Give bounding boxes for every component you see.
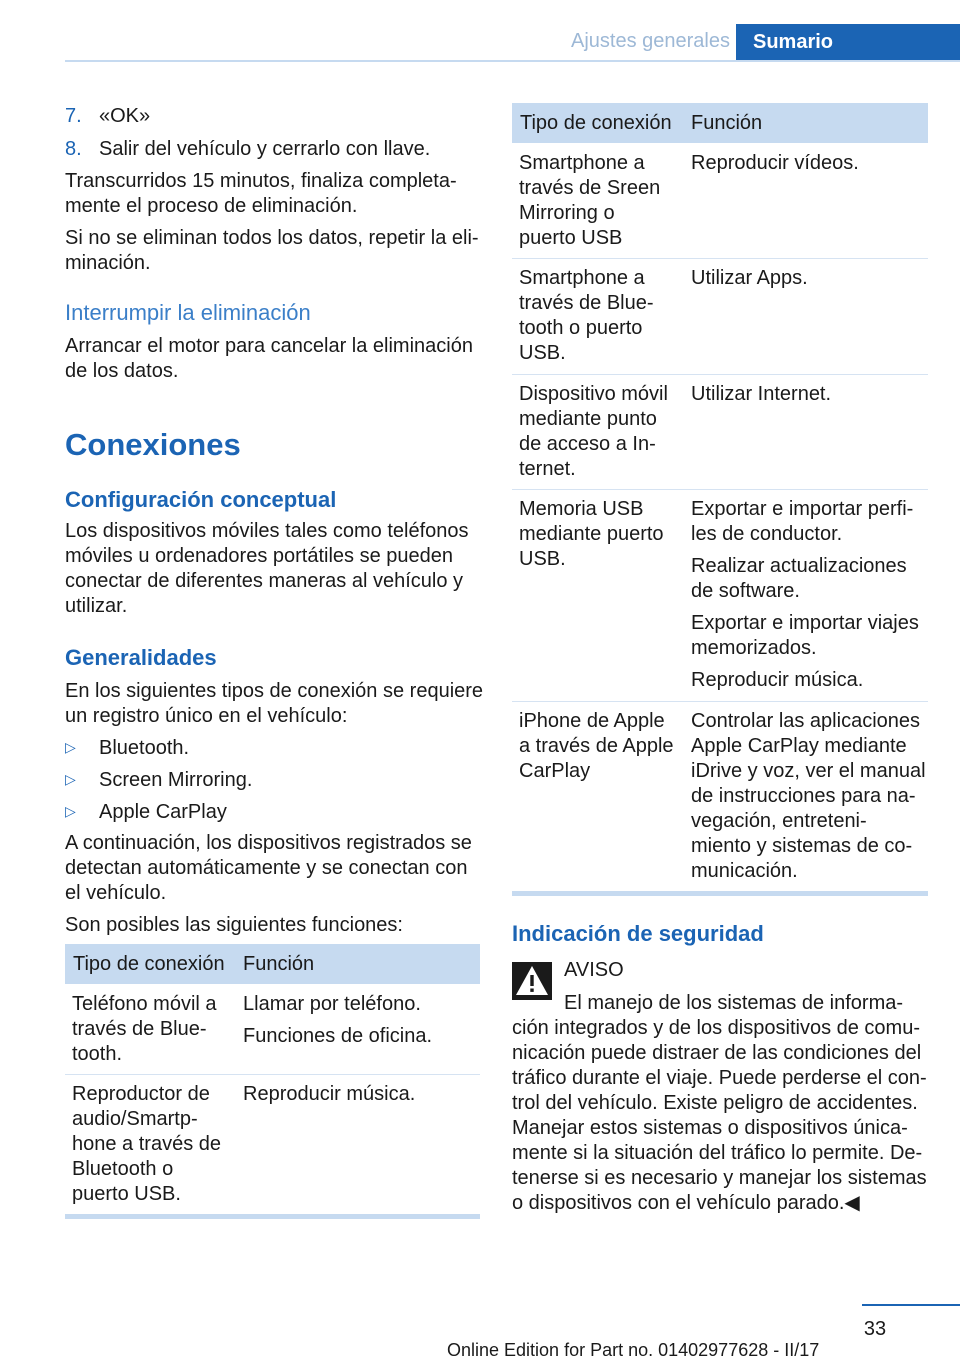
table-cell-function (691, 266, 808, 291)
cell-line: vegación, entreteni‐ (691, 810, 867, 832)
warning-title: AVISO (564, 959, 624, 981)
table-bottom-rule (512, 891, 928, 896)
table-cell-function (691, 709, 926, 884)
text-line: A continuación, los dispositivos registrados se (65, 832, 472, 854)
table-bottom-rule (65, 1214, 480, 1219)
table-cell-function (691, 151, 859, 176)
text-line: o dispositivos con el vehículo parado.◀ (512, 1192, 860, 1214)
cell-line: Smartphone a (519, 152, 645, 174)
cell-line: CarPlay (519, 760, 591, 782)
text-line: trol del vehículo. Existe peligro de accidentes. (512, 1092, 918, 1114)
cell-line: iDrive y voz, ver el manual (691, 760, 926, 782)
text-line: mente si la situación del tráfico lo permite. De‐ (512, 1142, 923, 1164)
bullet-item (65, 735, 189, 761)
cell-line: través de Blue‐ (72, 1018, 207, 1040)
cell-line: Realizar actualizaciones (691, 555, 907, 577)
cell-line: Apple CarPlay mediante (691, 735, 907, 757)
cell-line: tooth o puerto (519, 317, 643, 339)
cell-line: Llamar por teléfono. (243, 993, 421, 1015)
cell-line: Exportar e importar viajes (691, 612, 919, 634)
step-text: Salir del vehículo y cerrarlo con llave. (99, 138, 431, 160)
header-cell: Tipo de conexión (73, 953, 225, 975)
text-line: utilizar. (65, 595, 128, 617)
cell-line: audio/Smartp‐ (72, 1108, 198, 1130)
paragraph (65, 169, 457, 219)
table-cell-type (519, 382, 668, 482)
cell-line: a través de Apple (519, 735, 674, 757)
triangle-bullet-icon: ▷ (65, 771, 76, 787)
cell-line: de instrucciones para na‐ (691, 785, 916, 807)
text-line: de los datos. (65, 360, 179, 382)
text-line: Transcurridos 15 minutos, finaliza completa‐ (65, 170, 457, 192)
cell-line: través de Blue‐ (519, 292, 654, 314)
text-line: Si no se eliminan todos los datos, repetir la eli‐ (65, 227, 479, 249)
text-line: móviles u ordenadores portátiles se pueden (65, 545, 454, 567)
table-cell-function (243, 992, 432, 1049)
table-cell-type (72, 992, 217, 1067)
cell-line: mediante punto (519, 408, 657, 430)
paragraph (65, 226, 479, 276)
bullet-item (65, 767, 252, 793)
cell-line: de acceso a In‐ (519, 433, 656, 455)
cell-line: Smartphone a (519, 267, 645, 289)
text-line: mente el proceso de eliminación. (65, 195, 358, 217)
heading-concept: Configuración conceptual (65, 487, 337, 512)
warning-triangle-icon (512, 962, 552, 1000)
header-rule (65, 60, 960, 62)
row-separator (512, 258, 928, 259)
cell-line: de software. (691, 580, 800, 602)
header-cell: Función (691, 112, 763, 134)
bullet-text: Screen Mirroring. (99, 769, 253, 791)
cell-line: hone a través de (72, 1133, 221, 1155)
header-cell: Tipo de conexión (520, 112, 672, 134)
cell-line: Exportar e importar perfi‐ (691, 498, 914, 520)
page-number: 33 (863, 1318, 887, 1340)
warning-text (512, 1016, 927, 1216)
connection-table-right (512, 103, 928, 898)
cell-line: Reproductor de (72, 1083, 210, 1105)
text-line: minación. (65, 252, 151, 274)
header-section-title: Ajustes generales (571, 30, 730, 52)
cell-line: través de Sreen (519, 177, 661, 199)
table-cell-function (243, 1082, 415, 1107)
cell-line: les de conductor. (691, 523, 843, 545)
footer-rule (862, 1304, 960, 1306)
row-separator (512, 374, 928, 375)
cell-line: Funciones de oficina. (243, 1025, 433, 1047)
bullet-text: Apple CarPlay (99, 801, 227, 823)
bullet-text: Bluetooth. (99, 737, 190, 759)
cell-line: tooth. (72, 1043, 123, 1065)
table-cell-function (691, 497, 919, 693)
paragraph (65, 679, 483, 729)
step-number: 8. (65, 138, 82, 160)
cell-line: Memoria USB (519, 498, 644, 520)
cell-line: Bluetooth o (72, 1158, 174, 1180)
cell-line: USB. (519, 548, 566, 570)
text-line: el vehículo. (65, 882, 167, 904)
text-line: Manejar estos sistemas o dispositivos única‐ (512, 1117, 908, 1139)
step-item (65, 137, 430, 162)
edition-text: Online Edition for Part no. 01402977628 - II/17 (447, 1340, 820, 1360)
text-line: En los siguientes tipos de conexión se requiere (65, 680, 484, 702)
table-header (65, 944, 480, 984)
cell-line: Reproducir música. (691, 669, 864, 691)
cell-line: Mirroring o (519, 202, 615, 224)
table-cell-type (72, 1082, 221, 1207)
text-line: tráfico durante el viaje. Puede perderse el con‐ (512, 1067, 927, 1089)
cell-line: mediante puerto (519, 523, 664, 545)
row-separator (512, 701, 928, 702)
header-cell: Función (243, 953, 315, 975)
cell-line: municación. (691, 860, 798, 882)
heading-general: Generalidades (65, 645, 217, 670)
cell-line: iPhone de Apple (519, 710, 665, 732)
cell-line: Utilizar Internet. (691, 383, 832, 405)
cell-line: Dispositivo móvil (519, 383, 668, 405)
cell-line: puerto USB (519, 227, 623, 249)
cell-line: memorizados. (691, 637, 817, 659)
text-line: Arrancar el motor para cancelar la eliminación (65, 335, 473, 357)
table-cell-type (519, 266, 654, 366)
text-line: conectar de diferentes maneras al vehículo y (65, 570, 463, 592)
bullet-item (65, 799, 227, 825)
triangle-bullet-icon: ▷ (65, 803, 76, 819)
triangle-bullet-icon: ▷ (65, 739, 76, 755)
table-cell-type (519, 497, 664, 572)
connection-table-left (65, 944, 480, 1222)
table-cell-type (519, 709, 674, 784)
paragraph (65, 831, 472, 906)
paragraph: Son posibles las siguientes funciones: (65, 914, 403, 936)
header-tab[interactable]: Sumario (736, 24, 960, 62)
cell-line: USB. (519, 342, 566, 364)
table-cell-function (691, 382, 831, 407)
subheading-interrupt: Interrumpir la eliminación (65, 300, 311, 325)
cell-line: miento y sistemas de co‐ (691, 835, 913, 857)
table-cell-type (519, 151, 660, 251)
cell-line: ternet. (519, 458, 576, 480)
warning-first-line: El manejo de los sistemas de informa‐ (564, 992, 904, 1014)
text-line: ción integrados y de los dispositivos de comu‐ (512, 1017, 920, 1039)
cell-line: Reproducir música. (243, 1083, 416, 1105)
row-separator (512, 489, 928, 490)
text-line: nicación puede distraer de las condiciones del (512, 1042, 922, 1064)
heading-safety: Indicación de seguridad (512, 921, 764, 946)
cell-line: Utilizar Apps. (691, 267, 808, 289)
cell-line: Reproducir vídeos. (691, 152, 859, 174)
step-number: 7. (65, 105, 82, 127)
step-item (65, 104, 150, 129)
row-separator (65, 1074, 480, 1075)
cell-line: Controlar las aplicaciones (691, 710, 921, 732)
table-header (512, 103, 928, 143)
paragraph (65, 334, 473, 384)
text-line: Los dispositivos móviles tales como teléfonos (65, 520, 469, 542)
step-text: «OK» (99, 105, 151, 127)
cell-line: Teléfono móvil a (72, 993, 217, 1015)
text-line: un registro único en el vehículo: (65, 705, 348, 727)
text-line: detectan automáticamente y se conectan con (65, 857, 468, 879)
heading-conexiones: Conexiones (65, 427, 241, 462)
text-line: tenerse si es necesario y manejar los sistemas (512, 1167, 927, 1189)
cell-line: puerto USB. (72, 1183, 181, 1205)
paragraph (65, 519, 469, 619)
